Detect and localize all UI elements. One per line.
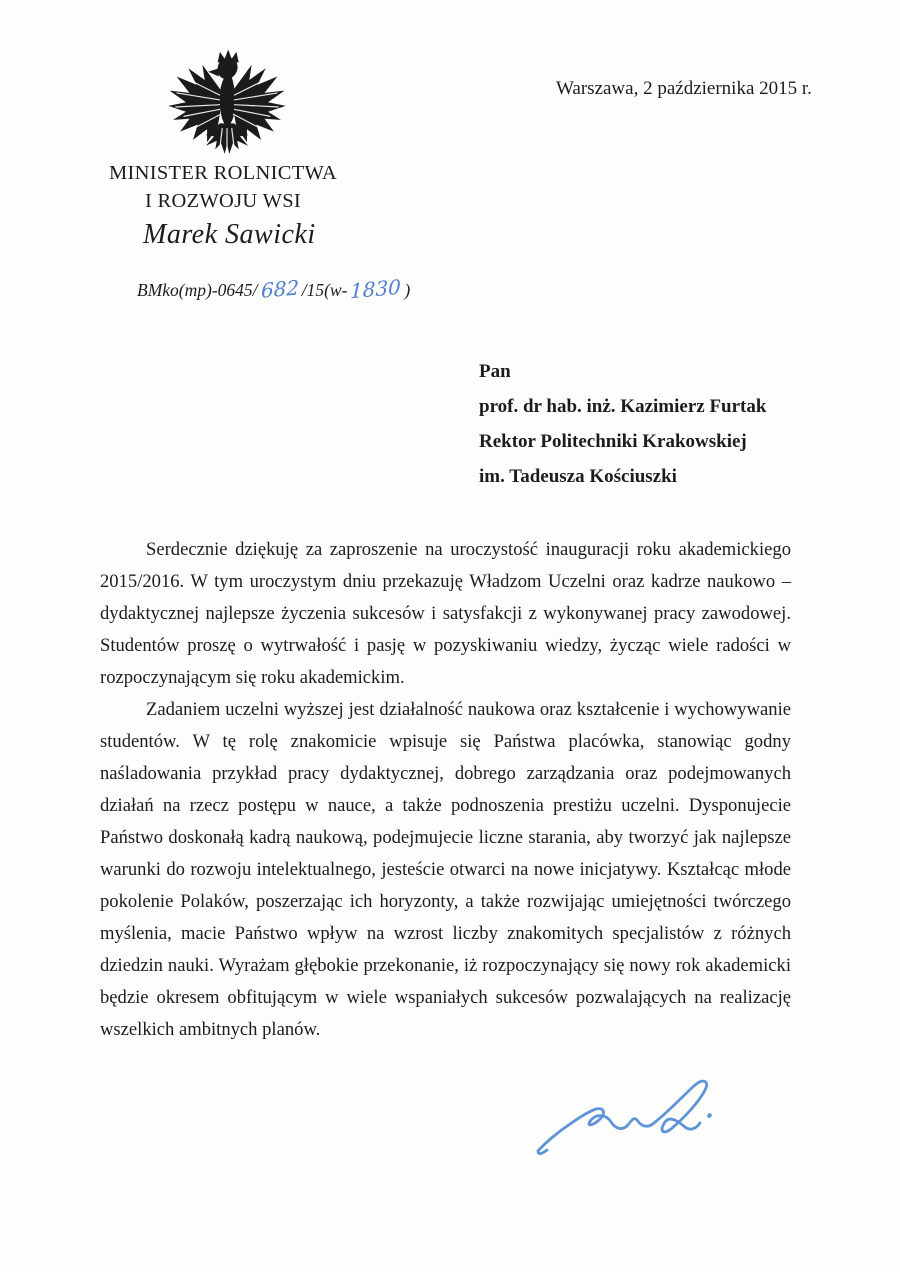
addressee-position: Rektor Politechniki Krakowskiej [479, 431, 747, 452]
reference-number [137, 274, 411, 304]
ministry-title-line1: MINISTER ROLNICTWA [108, 162, 338, 184]
addressee-name: prof. dr hab. inż. Kazimierz Furtak [479, 396, 767, 417]
place-date: Warszawa, 2 października 2015 r. [556, 78, 812, 99]
reference-suffix: ) [404, 280, 411, 300]
addressee-block [479, 354, 766, 494]
reference-prefix: BMko(mp)-0645/ [137, 280, 258, 300]
addressee-institution: im. Tadeusza Kościuszki [479, 466, 677, 487]
polish-eagle-emblem-icon [166, 46, 288, 168]
addressee-salutation: Pan [479, 361, 511, 382]
minister-name: Marek Sawicki [143, 219, 316, 250]
reference-middle: /15(w- [301, 280, 348, 300]
handwritten-signature-icon [533, 1070, 738, 1162]
reference-handwritten-number-1: 682 [260, 275, 299, 303]
reference-handwritten-number-2: 1830 [350, 274, 402, 304]
body-paragraph-1: Serdecznie dziękuję za zaproszenie na uroczystość inauguracji roku akademickiego 2015/2016. W tym uroczystym dniu przekazuję Władzom Uczelni oraz kadrze naukowo – dydaktycznej najlepsze życzenia sukcesów i satysfakcji z wykonywanej pracy zawodowej. Studentów proszę o wytrwałość i pasję w pozyskiwaniu wiedzy, życząc wiele radości w rozpoczynającym się roku akademickim. [100, 539, 791, 688]
letter-body [100, 534, 791, 1046]
body-paragraph-2: Zadaniem uczelni wyższej jest działalność naukowa oraz kształcenie i wychowywanie studentów. W tę rolę znakomicie wpisuje się Państwa placówka, stanowiąc godny naśladowania przykład pracy dydaktycznej, dobrego zarządzania oraz podejmowanych działań na rzecz postępu w nauce, a także podnoszenia prestiżu uczelni. Dysponujecie Państwo doskonałą kadrą naukową, podejmujecie liczne starania, aby tworzyć jak najlepsze warunki do rozwoju intelektualnego, jesteście otwarci na nowe inicjatywy. Kształcąc młode pokolenie Polaków, poszerzając ich horyzonty, a także rozwijając umiejętności twórczego myślenia, macie Państwo wpływ na wzrost liczby znakomitych specjalistów z różnych dziedzin nauki. Wyrażam głębokie przekonanie, iż rozpoczynający się nowy rok akademicki będzie okresem obfitującym w wiele wspaniałych sukcesów pozwalających na realizację wszelkich ambitnych planów. [100, 699, 791, 1040]
ministry-title-line2: I ROZWOJU WSI [144, 190, 302, 212]
ministry-title [92, 159, 354, 215]
